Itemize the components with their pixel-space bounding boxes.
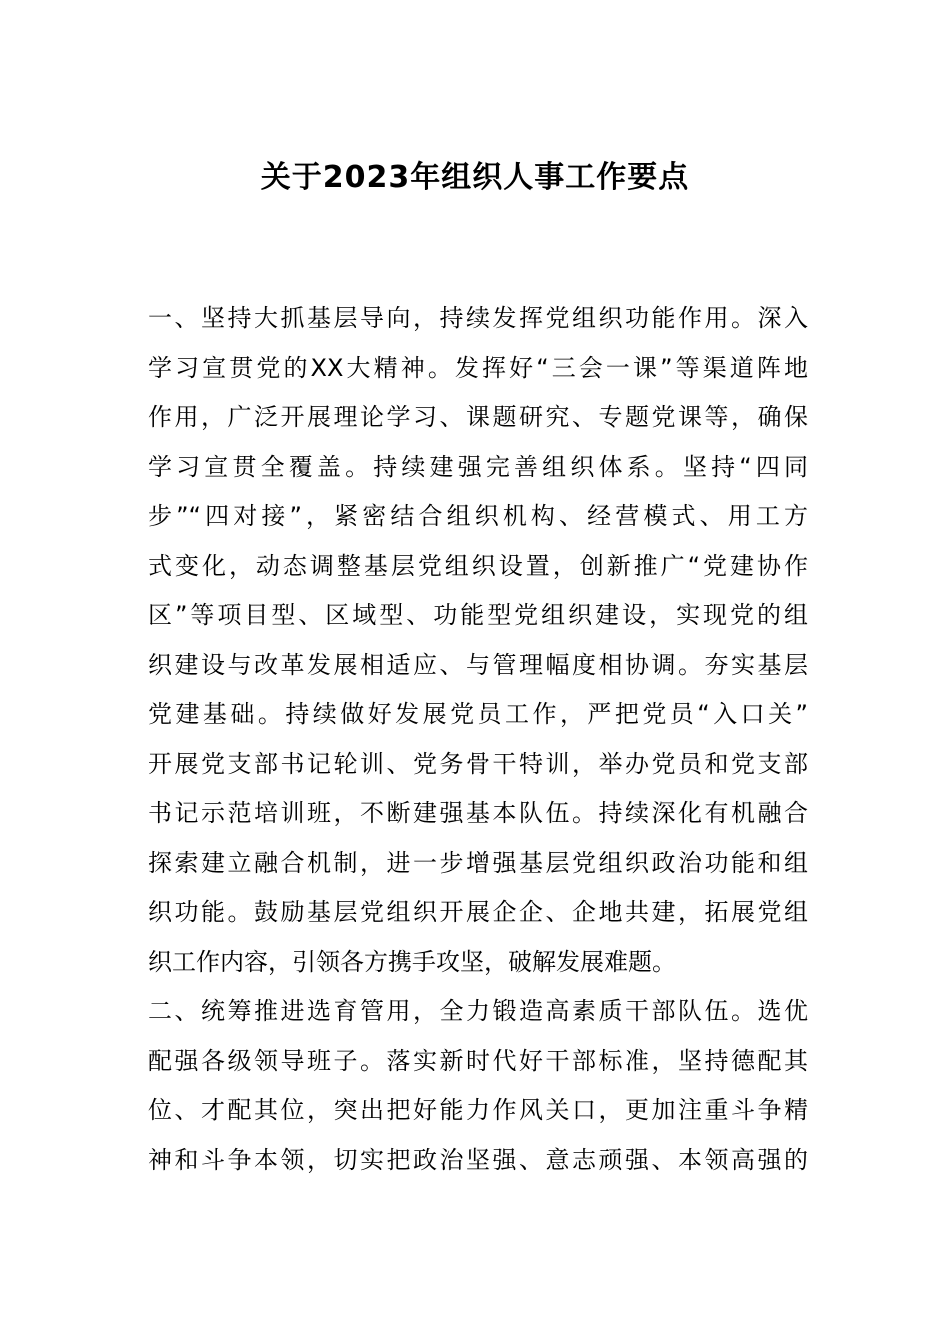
- body-line: 开展党支部书记轮训、党务骨干特训，举办党员和党支部: [148, 749, 808, 778]
- body-line: 式变化，动态调整基层党组织设置，创新推广“党建协作: [148, 551, 808, 580]
- body-line: 位、才配其位，突出把好能力作风关口，更加注重斗争精: [148, 1096, 808, 1124]
- body-line: 探索建立融合机制，进一步增强基层党组织政治功能和组: [148, 848, 808, 877]
- body-line: 学习宣贯党的XX大精神。发挥好“三会一课”等渠道阵地: [148, 353, 808, 382]
- body-line: 神和斗争本领，切实把政治坚强、意志顽强、本领高强的: [148, 1145, 808, 1174]
- body-line: 配强各级领导班子。落实新时代好干部标准，坚持德配其: [148, 1046, 808, 1075]
- body-line: 书记示范培训班，不断建强基本队伍。持续深化有机融合: [148, 799, 808, 827]
- body-line-paragraph-end: 织工作内容，引领各方携手攻坚，破解发展难题。: [148, 947, 676, 976]
- body-line: 织建设与改革发展相适应、与管理幅度相协调。夯实基层: [148, 650, 808, 679]
- body-line: 二、统筹推进选育管用，全力锻造高素质干部队伍。选优: [148, 997, 808, 1025]
- body-line: 党建基础。持续做好发展党员工作，严把党员“入口关”: [148, 700, 808, 728]
- body-line: 作用，广泛开展理论学习、课题研究、专题党课等，确保: [148, 403, 808, 431]
- body-line: 学习宣贯全覆盖。持续建强完善组织体系。坚持“四同: [148, 452, 808, 481]
- body-line: 步”“四对接”，紧密结合组织机构、经营模式、用工方: [148, 502, 808, 530]
- body-line: 一、坚持大抓基层导向，持续发挥党组织功能作用。深入: [148, 304, 808, 332]
- document-body: [148, 294, 808, 1185]
- body-line: 区”等项目型、区域型、功能型党组织建设，实现党的组: [148, 601, 808, 629]
- document-title: 关于2023年组织人事工作要点: [260, 160, 690, 195]
- body-line: 织功能。鼓励基层党组织开展企企、企地共建，拓展党组: [148, 898, 808, 926]
